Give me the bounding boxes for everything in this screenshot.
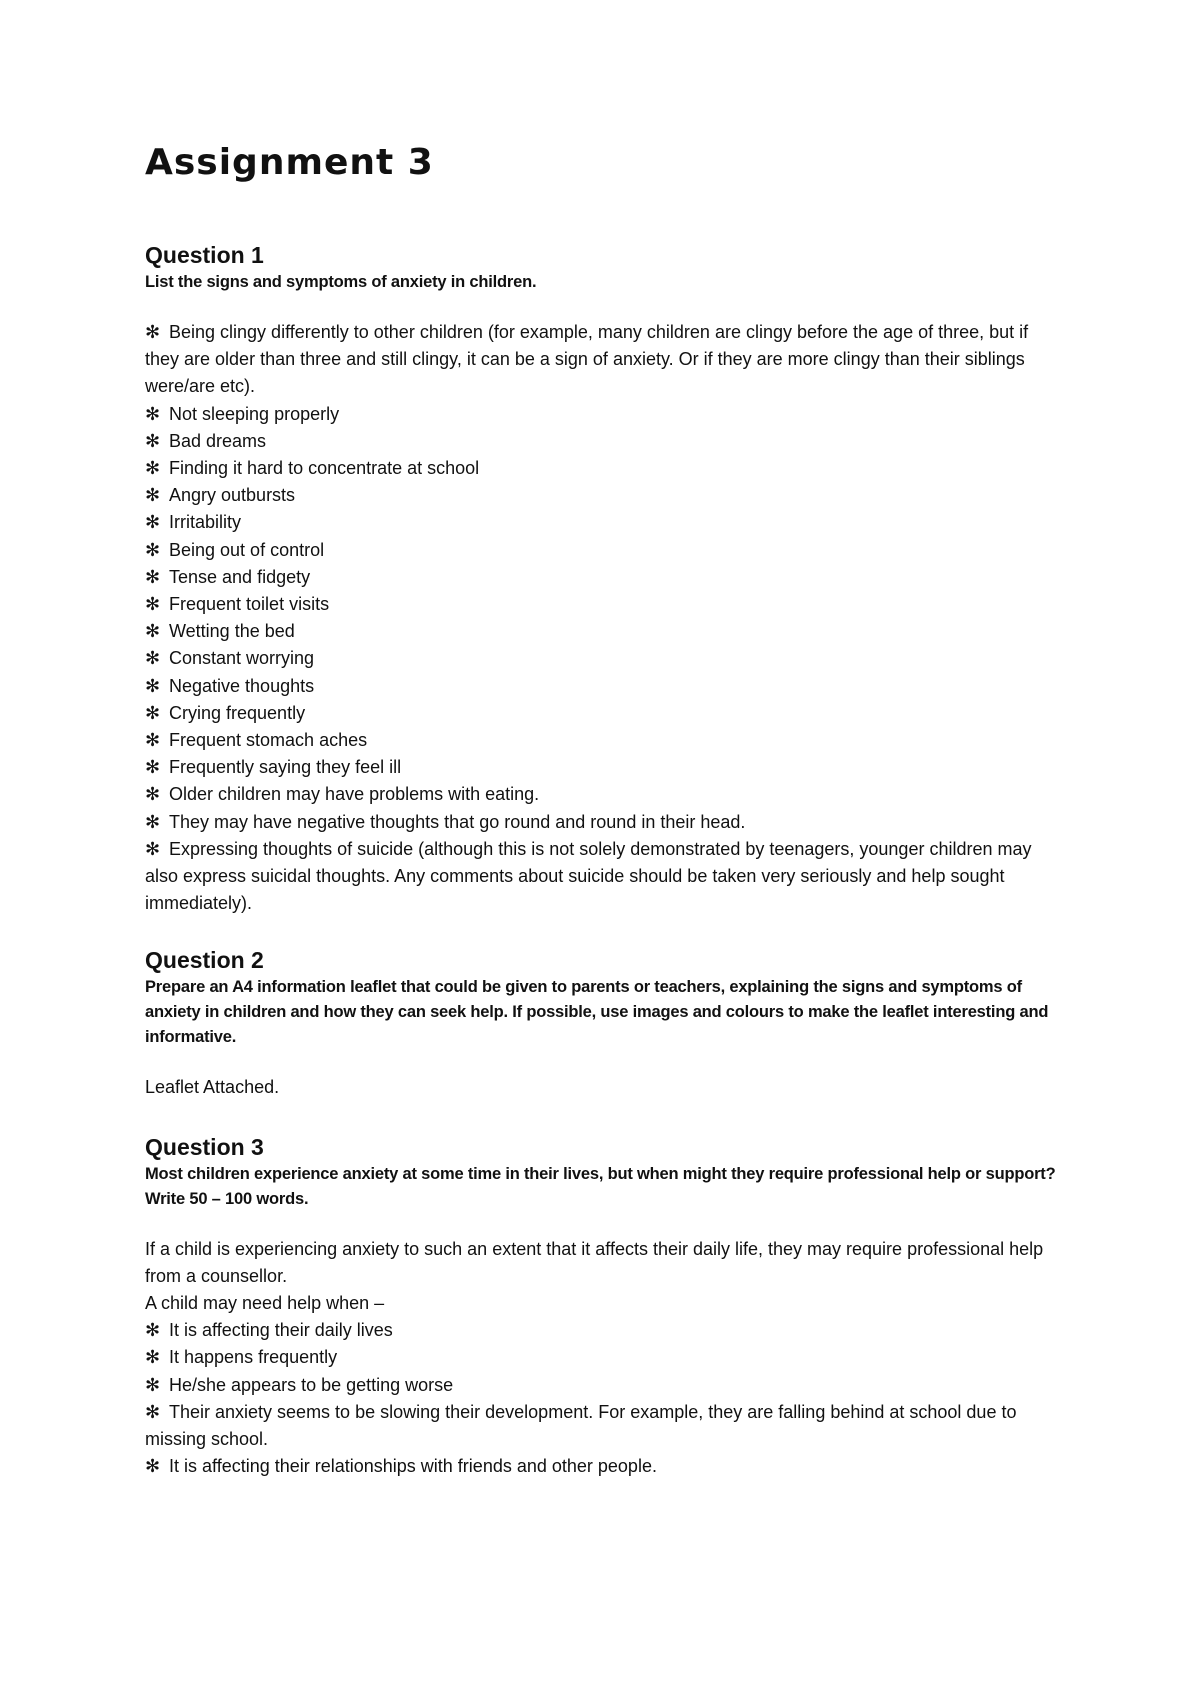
list-item-text: Frequent toilet visits <box>169 594 330 615</box>
list-item <box>145 809 1065 836</box>
symptom-list <box>145 319 1065 917</box>
list-item <box>145 618 1065 645</box>
list-item <box>145 1399 1065 1453</box>
list-item <box>145 401 1065 428</box>
list-item <box>145 591 1065 618</box>
list-item <box>145 319 1065 401</box>
asterisk-bullet-icon: ✻ <box>145 784 161 806</box>
list-item <box>145 564 1065 591</box>
asterisk-bullet-icon: ✻ <box>145 1320 161 1342</box>
list-item <box>145 537 1065 564</box>
question-2-section <box>145 945 1065 1101</box>
asterisk-bullet-icon: ✻ <box>145 1347 161 1369</box>
asterisk-bullet-icon: ✻ <box>145 621 161 643</box>
list-item-text: Frequent stomach aches <box>169 730 368 751</box>
asterisk-bullet-icon: ✻ <box>145 566 161 588</box>
list-item <box>145 1317 1065 1344</box>
list-item-text: Finding it hard to concentrate at school <box>169 458 480 479</box>
asterisk-bullet-icon: ✻ <box>145 512 161 534</box>
list-item-text: It happens frequently <box>169 1347 338 1368</box>
question-heading: Question 2 <box>145 947 264 974</box>
list-item-text: He/she appears to be getting worse <box>169 1374 454 1395</box>
list-item <box>145 836 1065 918</box>
document-page <box>145 140 1065 1511</box>
document-title: Assignment 3 <box>145 142 434 183</box>
list-item-text: Tense and fidgety <box>169 566 311 587</box>
asterisk-bullet-icon: ✻ <box>145 1401 161 1423</box>
list-item <box>145 673 1065 700</box>
list-item-text: Frequently saying they feel ill <box>169 757 402 778</box>
list-item-text: Negative thoughts <box>169 675 315 696</box>
list-item-text: Constant worrying <box>169 648 315 669</box>
list-item <box>145 482 1065 509</box>
answer-paragraph: If a child is experiencing anxiety to such an extent that it affects their daily life, they may require professional help from a counsellor. <box>145 1238 1044 1286</box>
list-item <box>145 754 1065 781</box>
list-item-text: Being clingy differently to other children (for example, many children are clingy before the age of three, but if they are older than three and still clingy, it can be a sign of anxiety. Or if they are more clingy than their siblings were/are etc). <box>145 322 1029 397</box>
asterisk-bullet-icon: ✻ <box>145 757 161 779</box>
asterisk-bullet-icon: ✻ <box>145 458 161 480</box>
question-prompt: Most children experience anxiety at some time in their lives, but when might they require professional help or support? Write 50 – 100 words. <box>145 1164 1056 1208</box>
question-heading: Question 3 <box>145 1133 264 1160</box>
list-item-text: Irritability <box>169 512 242 533</box>
answer-text: Leaflet Attached. <box>145 1077 280 1098</box>
asterisk-bullet-icon: ✻ <box>145 730 161 752</box>
list-item <box>145 645 1065 672</box>
list-item-text: Angry outbursts <box>169 485 296 506</box>
list-item-text: Not sleeping properly <box>169 403 340 424</box>
list-item <box>145 455 1065 482</box>
list-item-text: Crying frequently <box>169 702 306 723</box>
question-heading: Question 1 <box>145 242 264 268</box>
asterisk-bullet-icon: ✻ <box>145 702 161 724</box>
help-criteria-list <box>145 1317 1065 1480</box>
asterisk-bullet-icon: ✻ <box>145 403 161 425</box>
asterisk-bullet-icon: ✻ <box>145 838 161 860</box>
question-1-section <box>145 240 1065 917</box>
asterisk-bullet-icon: ✻ <box>145 1374 161 1396</box>
list-item-text: Bad dreams <box>169 430 267 451</box>
list-item-text: Wetting the bed <box>169 621 295 642</box>
answer-lead: A child may need help when – <box>145 1293 385 1314</box>
question-prompt: Prepare an A4 information leaflet that could be given to parents or teachers, explaining the signs and symptoms of anxiety in children and how they can seek help. If possible, use images and colours to make the leaflet interesting and informative. <box>145 978 1049 1047</box>
list-item-text: They may have negative thoughts that go round and round in their head. <box>169 811 746 832</box>
asterisk-bullet-icon: ✻ <box>145 539 161 561</box>
asterisk-bullet-icon: ✻ <box>145 485 161 507</box>
question-prompt: List the signs and symptoms of anxiety in children. <box>145 273 537 291</box>
list-item-text: Being out of control <box>169 539 325 560</box>
asterisk-bullet-icon: ✻ <box>145 594 161 616</box>
asterisk-bullet-icon: ✻ <box>145 811 161 833</box>
asterisk-bullet-icon: ✻ <box>145 648 161 670</box>
asterisk-bullet-icon: ✻ <box>145 1456 161 1478</box>
asterisk-bullet-icon: ✻ <box>145 322 161 343</box>
list-item <box>145 1344 1065 1371</box>
list-item-text: Their anxiety seems to be slowing their development. For example, they are falling behind at school due to missing school. <box>145 1401 1017 1450</box>
list-item <box>145 509 1065 536</box>
asterisk-bullet-icon: ✻ <box>145 675 161 697</box>
list-item-text: Older children may have problems with eating. <box>169 784 540 805</box>
list-item <box>145 727 1065 754</box>
list-item <box>145 1372 1065 1399</box>
list-item <box>145 1453 1065 1480</box>
list-item <box>145 428 1065 455</box>
question-3-section <box>145 1132 1065 1481</box>
list-item <box>145 781 1065 808</box>
asterisk-bullet-icon: ✻ <box>145 430 161 452</box>
list-item-text: It is affecting their relationships with friends and other people. <box>169 1456 657 1477</box>
list-item <box>145 700 1065 727</box>
list-item-text: Expressing thoughts of suicide (although this is not solely demonstrated by teenagers, younger children may also express suicidal thoughts. Any comments about suicide should be taken very seriously and help sought immediately). <box>145 838 1032 914</box>
list-item-text: It is affecting their daily lives <box>169 1320 393 1341</box>
